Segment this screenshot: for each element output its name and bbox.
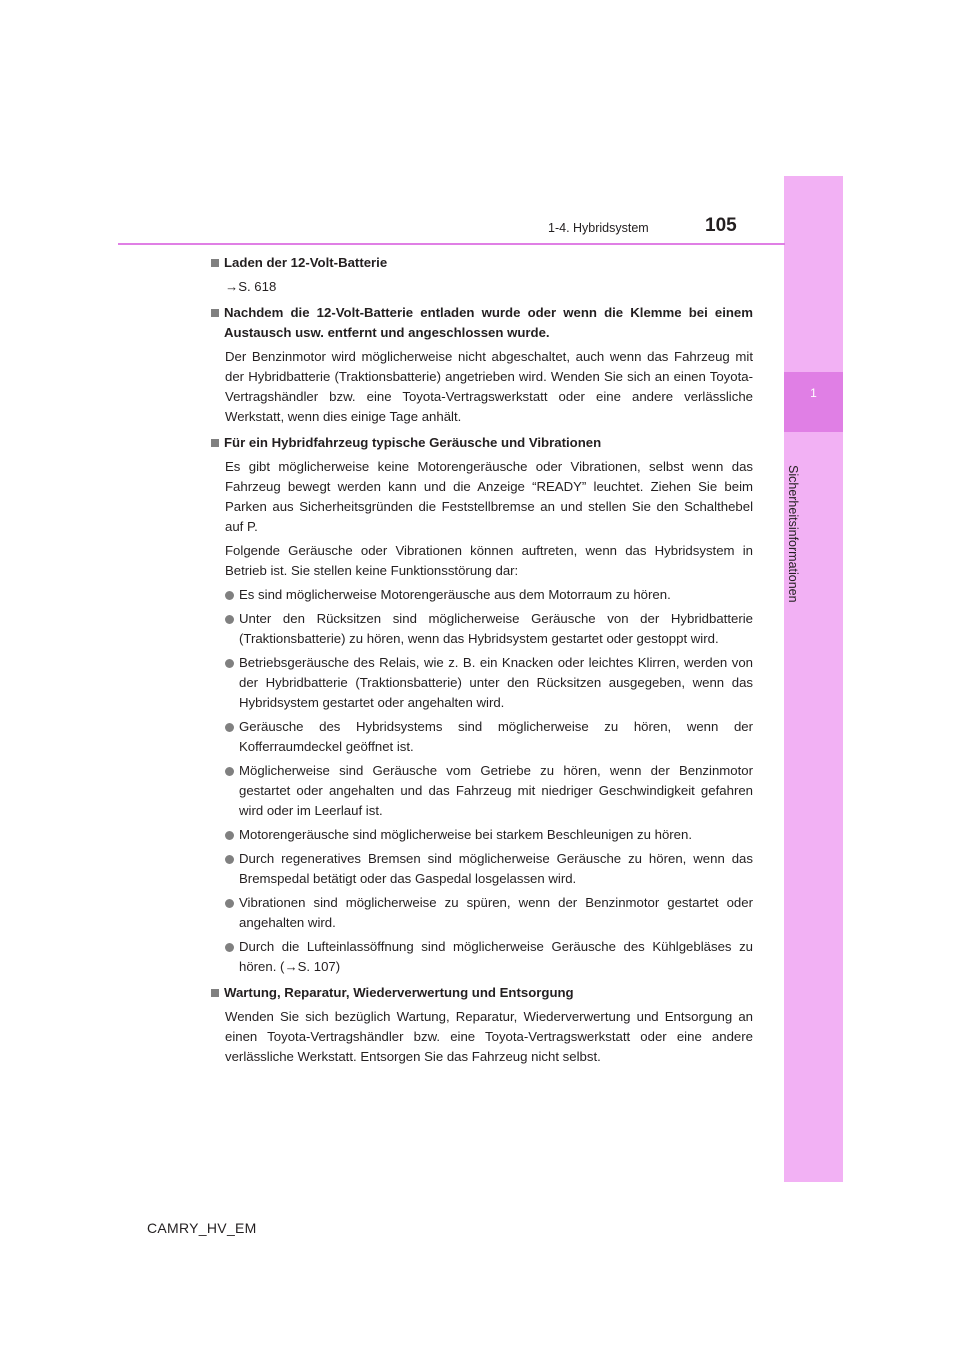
footer-model-code: CAMRY_HV_EM [147, 1220, 257, 1236]
list-item [210, 609, 753, 649]
list-item-text: Geräusche des Hybridsystems sind möglicherweise zu hören, wenn der Kofferraumdeckel geöffnet ist. [239, 719, 753, 754]
list-item-text: Es sind möglicherweise Motorengeräusche aus dem Motorraum zu hören. [239, 587, 671, 602]
round-bullet-icon [225, 899, 234, 908]
round-bullet-icon [225, 659, 234, 668]
chapter-tab [784, 372, 843, 432]
list-item [210, 937, 753, 977]
heading-text: Wartung, Reparatur, Wiederverwertung und Entsorgung [224, 985, 574, 1000]
list-item [210, 825, 753, 845]
paragraph: Folgende Geräusche oder Vibrationen können auftreten, wenn das Hybridsystem in Betrieb ist. Sie stellen keine Funktionsstörung dar: [225, 543, 753, 578]
round-bullet-icon [225, 723, 234, 732]
page-number: 105 [705, 215, 737, 236]
list-item [210, 849, 753, 889]
round-bullet-icon [225, 831, 234, 840]
list-item [210, 761, 753, 821]
square-bullet-icon [211, 989, 219, 997]
list-item-text: Durch regeneratives Bremsen sind möglicherweise Geräusche zu hören, wenn das Bremspedal betätigt oder das Gaspedal losgelassen wird. [239, 851, 753, 886]
chapter-sidebar [784, 176, 843, 1182]
section-heading [210, 253, 753, 273]
chapter-title: Sicherheitsinformationen [786, 465, 800, 603]
list-item [210, 893, 753, 933]
list-item-text: Durch die Lufteinlassöffnung sind möglicherweise Geräusche des Kühlgebläses zu hören. (→S. 107) [239, 939, 753, 974]
heading-text: Nachdem die 12-Volt-Batterie entladen wurde oder wenn die Klemme bei einem Austausch usw. entfernt und angeschlossen wurde. [224, 305, 753, 340]
heading-text: Laden der 12-Volt-Batterie [224, 255, 388, 270]
list-item-text: Unter den Rücksitzen sind möglicherweise Geräusche von der Hybridbatterie (Traktionsbatterie) zu hören, wenn das Hybridsystem gestartet oder gestoppt wird. [239, 611, 753, 646]
page-reference: →S. 618 [225, 279, 277, 294]
list-item-text: Motorengeräusche sind möglicherweise bei starkem Beschleunigen zu hören. [239, 827, 693, 842]
list-item-text: Möglicherweise sind Geräusche vom Getriebe zu hören, wenn der Benzinmotor gestartet oder angehalten und das Fahrzeug mit niedriger Geschwindigkeit gefahren wird oder im Leerlauf ist. [239, 763, 753, 818]
paragraph: Der Benzinmotor wird möglicherweise nicht abgeschaltet, auch wenn das Fahrzeug mit der Hybridbatterie (Traktionsbatterie) angetrieben wird. Wenden Sie sich an einen Toyota-Vertragshändler bzw. eine Toyota-Vertragswerkstatt oder eine andere verlässliche Werkstatt, wenn dies einige Tage anhält. [225, 349, 753, 424]
list-item-text: Vibrationen sind möglicherweise zu spüren, wenn der Benzinmotor gestartet oder angehalten wird. [239, 895, 753, 930]
list-item [210, 717, 753, 757]
round-bullet-icon [225, 615, 234, 624]
paragraph: Wenden Sie sich bezüglich Wartung, Reparatur, Wiederverwertung und Entsorgung an einen Toyota-Vertragshändler bzw. eine Toyota-Vertragswerkstatt oder eine andere verlässliche Werkstatt. Entsorgen Sie das Fahrzeug nicht selbst. [225, 1009, 753, 1064]
paragraph: Es gibt möglicherweise keine Motorengeräusche oder Vibrationen, selbst wenn das Fahrzeug bewegt werden kann und die Anzeige “READY” leuchtet. Ziehen Sie beim Parken aus Sicherheitsgründen die Feststellbremse an und stellen Sie den Schalthebel auf P. [225, 459, 753, 534]
square-bullet-icon [211, 309, 219, 317]
square-bullet-icon [211, 439, 219, 447]
round-bullet-icon [225, 943, 234, 952]
chapter-number: 1 [810, 386, 817, 400]
section-heading [210, 983, 753, 1003]
heading-text: Für ein Hybridfahrzeug typische Geräusche und Vibrationen [224, 435, 602, 450]
round-bullet-icon [225, 591, 234, 600]
header-rule [118, 243, 785, 245]
round-bullet-icon [225, 767, 234, 776]
round-bullet-icon [225, 855, 234, 864]
chapter-title-wrap [774, 465, 814, 603]
header-section-title: 1-4. Hybridsystem [548, 221, 649, 235]
section-heading [210, 303, 753, 343]
page-content [210, 253, 753, 1067]
list-item-text: Betriebsgeräusche des Relais, wie z. B. ein Knacken oder leichtes Klirren, werden von der Hybridbatterie (Traktionsbatterie) unter den Rücksitzen ausgegeben, wenn das Hybridsystem gestartet oder angehalten wird. [239, 655, 753, 710]
list-item [210, 585, 753, 605]
list-item [210, 653, 753, 713]
section-heading [210, 433, 753, 453]
square-bullet-icon [211, 259, 219, 267]
